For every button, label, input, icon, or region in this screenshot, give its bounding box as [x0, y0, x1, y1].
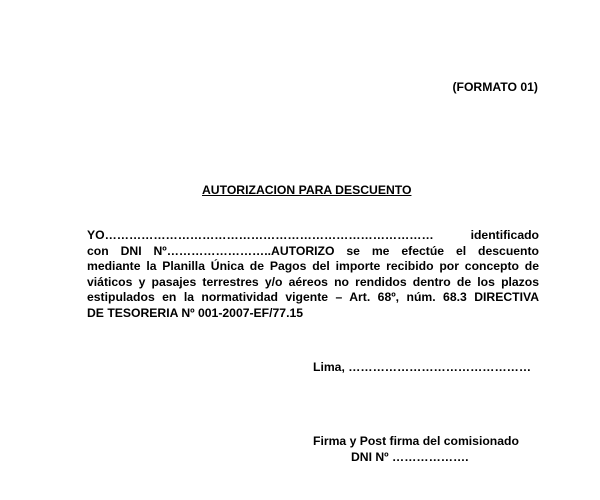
paragraph-line: YO……………………………………………………………………… identificado: [87, 228, 539, 242]
signature-block: [313, 434, 519, 465]
signature-label: Firma y Post firma del comisionado: [313, 434, 519, 448]
signature-dni: DNI Nº ……………….: [351, 449, 469, 464]
paragraph-line: con DNI Nº……………………..AUTORIZO se me efectúe el descuento: [87, 243, 539, 258]
paragraph-line: DE TESORERIA Nº 001-2007-EF/77.15: [87, 305, 304, 320]
format-code: (FORMATO 01): [452, 80, 538, 94]
document-title: AUTORIZACION PARA DESCUENTO: [202, 183, 412, 197]
paragraph-line: estipulados en la normatividad vigente – Art. 68º, núm. 68.3 DIRECTIVA: [87, 290, 539, 305]
paragraph-line: mediante la Planilla Única de Pagos del importe recibido por concepto de: [87, 259, 539, 274]
place-date-line: Lima, ………………………………………: [313, 360, 532, 374]
paragraph-line: viáticos y pasajes terrestres y/o aéreos no rendidos dentro de los plazos: [87, 274, 539, 289]
authorization-paragraph: [87, 228, 539, 322]
